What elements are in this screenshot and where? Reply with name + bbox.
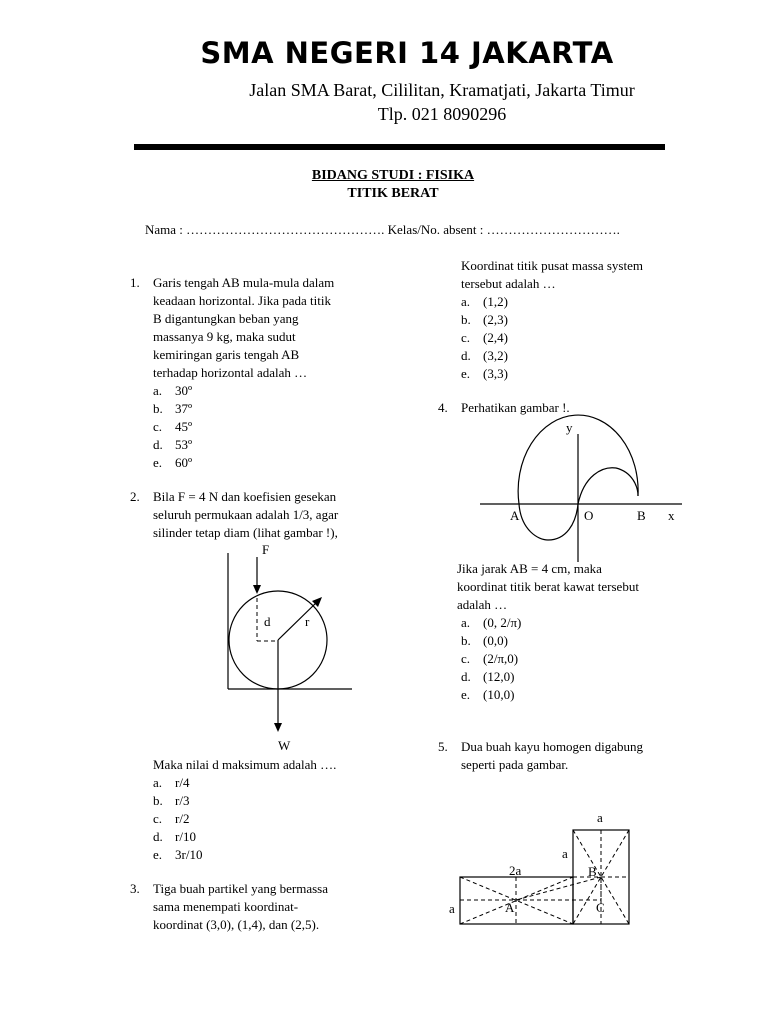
point-a-label: A: [505, 900, 515, 915]
question-text-line: Perhatikan gambar !.: [461, 400, 570, 415]
answer-option: b. 37º: [153, 401, 193, 416]
answer-option: c. r/2: [153, 811, 190, 826]
point-b-label: B: [637, 508, 646, 523]
question-text-line: seperti pada gambar.: [461, 757, 569, 772]
subject-heading: BIDANG STUDI : FISIKA: [311, 168, 475, 183]
question-text-line: Tiga buah partikel yang bermassa: [153, 881, 328, 896]
point-b-label: B: [588, 864, 597, 879]
identity-line: Nama : ………………………………………. Kelas/No. absent : ………………………….: [145, 222, 620, 237]
x-label: x: [668, 508, 675, 523]
question-text-line: terhadap horizontal adalah …: [153, 365, 308, 380]
school-phone: Tlp. 021 8090296: [377, 104, 507, 124]
question-text-line: adalah …: [457, 597, 508, 612]
question-text-line: Dua buah kayu homogen digabung: [461, 739, 643, 754]
question-text-line: Garis tengah AB mula-mula dalam: [153, 275, 335, 290]
answer-option: d. 53º: [153, 437, 193, 452]
radius-label: r: [305, 614, 310, 629]
answer-option: a. (0, 2/π): [461, 615, 522, 630]
answer-option: a. 30º: [153, 383, 193, 398]
question-number: 4.: [438, 400, 448, 415]
left-label: a: [449, 901, 455, 916]
weight-label: W: [278, 738, 291, 753]
question-text-line: kemiringan garis tengah AB: [153, 347, 300, 362]
distance-label: d: [264, 614, 271, 629]
answer-option: c. 45º: [153, 419, 193, 434]
side-label: a: [562, 846, 568, 861]
force-label: F: [262, 542, 270, 557]
question-text-line: Bila F = 4 N dan koefisien gesekan: [153, 489, 337, 504]
point-c-label: C: [596, 900, 605, 915]
y-label: y: [566, 420, 573, 435]
answer-option: e. 3r/10: [153, 847, 203, 862]
answer-option: b. (0,0): [461, 633, 508, 648]
question-text-line: massanya 9 kg, maka sudut: [153, 329, 296, 344]
question-number: 1.: [130, 275, 140, 290]
question-text-line: Maka nilai d maksimum adalah ….: [153, 757, 337, 772]
question-text-line: koordinat titik berat kawat tersebut: [457, 579, 639, 594]
question-text-line: Jika jarak AB = 4 cm, maka: [457, 561, 602, 576]
question-text-line: keadaan horizontal. Jika pada titik: [153, 293, 331, 308]
answer-option: b. (2,3): [461, 312, 508, 327]
point-a-label: A: [510, 508, 520, 523]
answer-option: e. 60º: [153, 455, 193, 470]
question-text-line: koordinat (3,0), (1,4), dan (2,5).: [153, 917, 320, 932]
answer-option: d. r/10: [153, 829, 196, 844]
point-o-label: O: [584, 508, 594, 523]
question-text-line: tersebut adalah …: [461, 276, 556, 291]
topic-heading: TITIK BERAT: [347, 186, 439, 201]
answer-option: d. (12,0): [461, 669, 515, 684]
answer-option: c. (2,4): [461, 330, 508, 345]
length-label: 2a: [509, 863, 522, 878]
answer-option: c. (2/π,0): [461, 651, 519, 666]
question-text-line: sama menempati koordinat-: [153, 899, 299, 914]
answer-option: b. r/3: [153, 793, 190, 808]
school-name: SMA NEGERI 14 JAKARTA: [200, 36, 614, 70]
question-number: 5.: [438, 739, 448, 754]
question-text-line: seluruh permukaan adalah 1/3, agar: [153, 507, 339, 522]
question-number: 3.: [130, 881, 140, 896]
school-address: Jalan SMA Barat, Cililitan, Kramatjati, Jakarta Timur: [249, 80, 635, 100]
answer-option: a. r/4: [153, 775, 190, 790]
question-number: 2.: [130, 489, 140, 504]
question-text-line: B digantungkan beban yang: [153, 311, 299, 326]
answer-option: e. (10,0): [461, 687, 515, 702]
top-width-label: a: [597, 810, 603, 825]
question-text-line: silinder tetap diam (lihat gambar !),: [153, 525, 338, 540]
question-text-line: Koordinat titik pusat massa system: [461, 258, 643, 273]
answer-option: a. (1,2): [461, 294, 508, 309]
answer-option: d. (3,2): [461, 348, 508, 363]
answer-option: e. (3,3): [461, 366, 508, 381]
